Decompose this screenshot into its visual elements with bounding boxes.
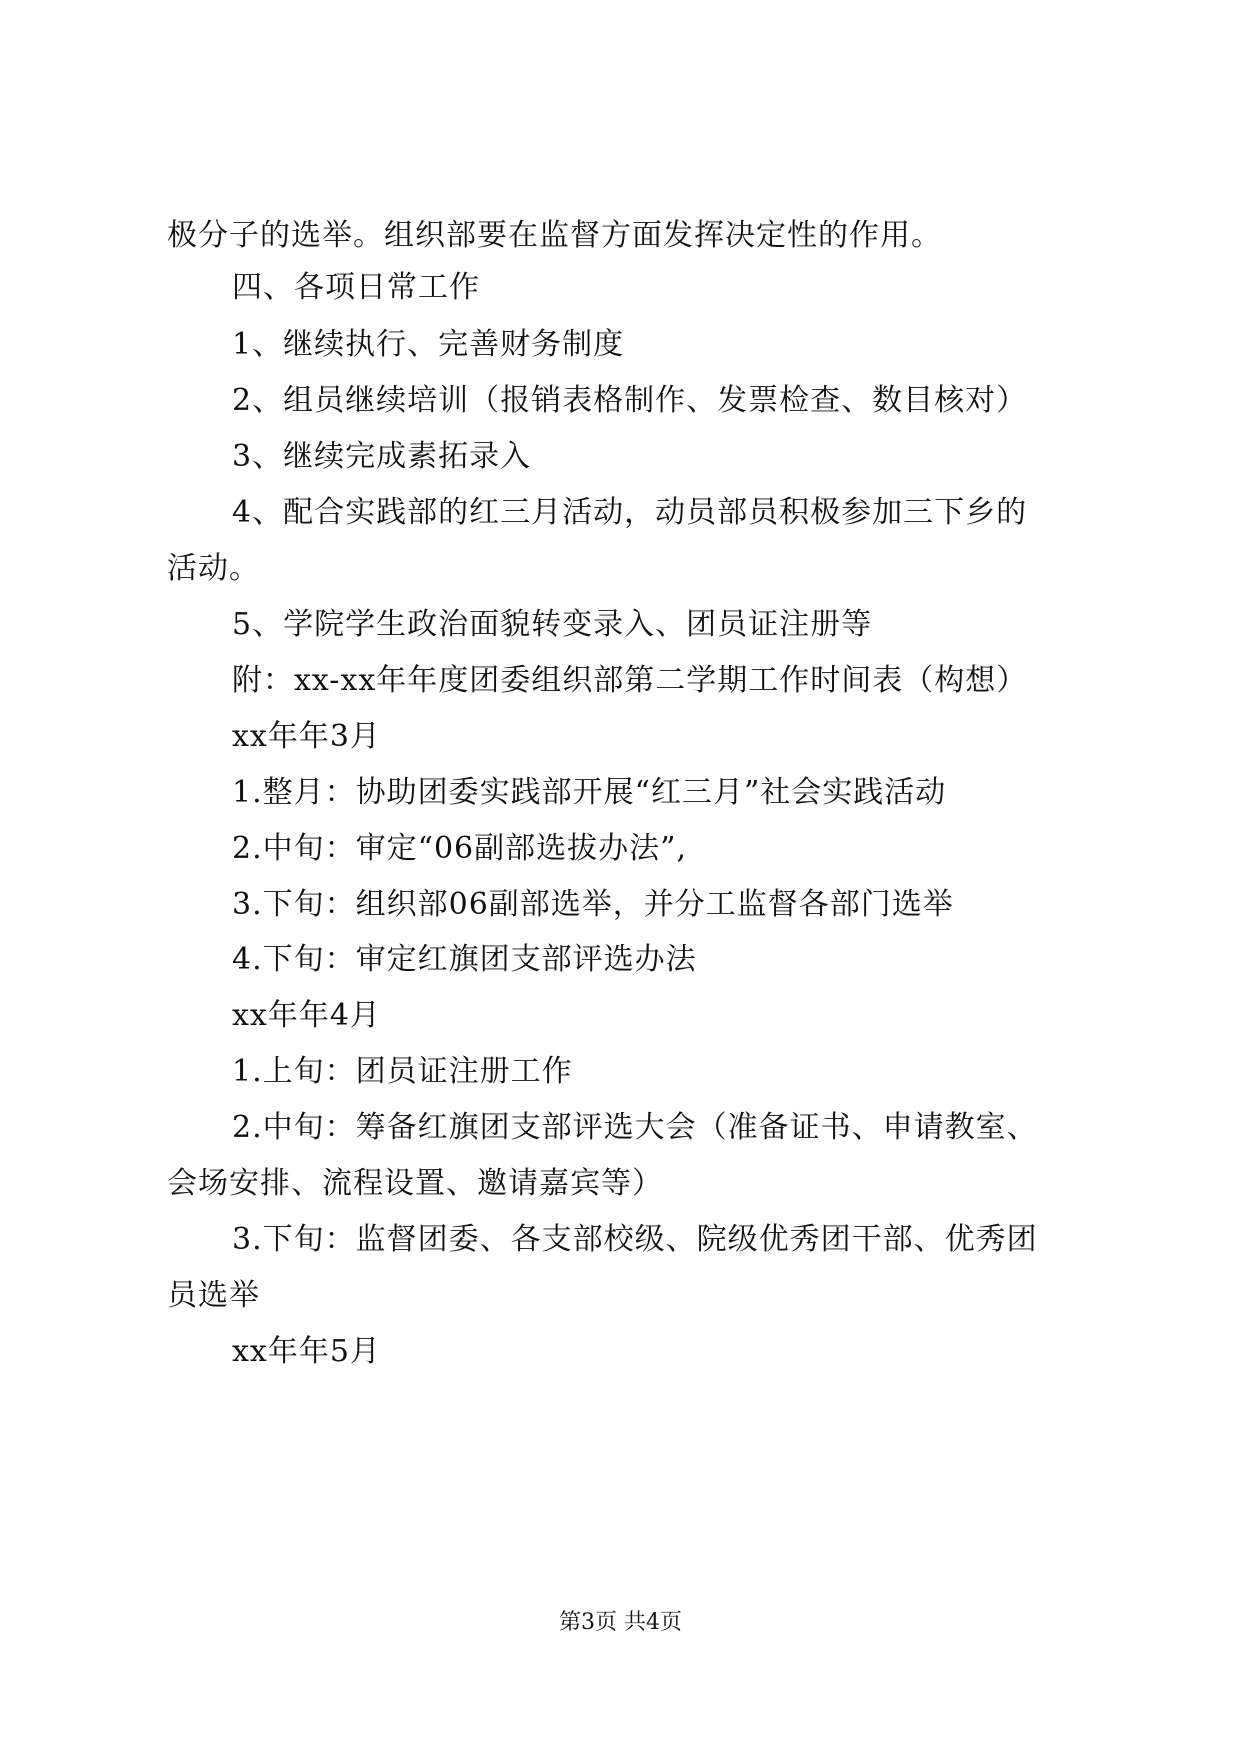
schedule-item: 2.中旬：审定“06副部选拔办法”, — [232, 831, 688, 866]
list-item: 3、继续完成素拓录入 — [232, 439, 532, 474]
list-item: 4、配合实践部的红三月活动，动员部员积极参加三下乡的 — [232, 495, 1028, 530]
month-heading: xx年年3月 — [232, 719, 381, 754]
appendix-title: 附：xx-xx年年度团委组织部第二学期工作时间表（构想） — [232, 663, 1028, 698]
schedule-item: 2.中旬：筹备红旗团支部评选大会（准备证书、申请教室、 — [232, 1110, 1038, 1145]
list-item: 5、学院学生政治面貌转变录入、团员证注册等 — [232, 607, 873, 642]
schedule-item: 3.下旬：组织部06副部选举，并分工监督各部门选举 — [232, 887, 954, 922]
page-number: 第3页 共4页 — [559, 1610, 682, 1635]
schedule-item: 1.上旬：团员证注册工作 — [232, 1054, 573, 1089]
list-item-continuation: 活动。 — [167, 551, 260, 586]
list-item: 1、继续执行、完善财务制度 — [232, 327, 625, 362]
month-heading: xx年年4月 — [232, 998, 381, 1033]
schedule-item: 4.下旬：审定红旗团支部评选办法 — [232, 942, 697, 977]
month-heading: xx年年5月 — [232, 1334, 381, 1369]
section-heading: 四、各项日常工作 — [232, 270, 480, 305]
schedule-item-continuation: 员选举 — [167, 1278, 260, 1313]
list-item: 2、组员继续培训（报销表格制作、发票检查、数目核对） — [232, 383, 1028, 418]
paragraph-line: 极分子的选举。组织部要在监督方面发挥决定性的作用。 — [167, 218, 942, 253]
schedule-item: 3.下旬：监督团委、各支部校级、院级优秀团干部、优秀团 — [232, 1222, 1038, 1257]
schedule-item: 1.整月：协助团委实践部开展“红三月”社会实践活动 — [232, 775, 947, 810]
schedule-item-continuation: 会场安排、流程设置、邀请嘉宾等） — [167, 1166, 663, 1201]
